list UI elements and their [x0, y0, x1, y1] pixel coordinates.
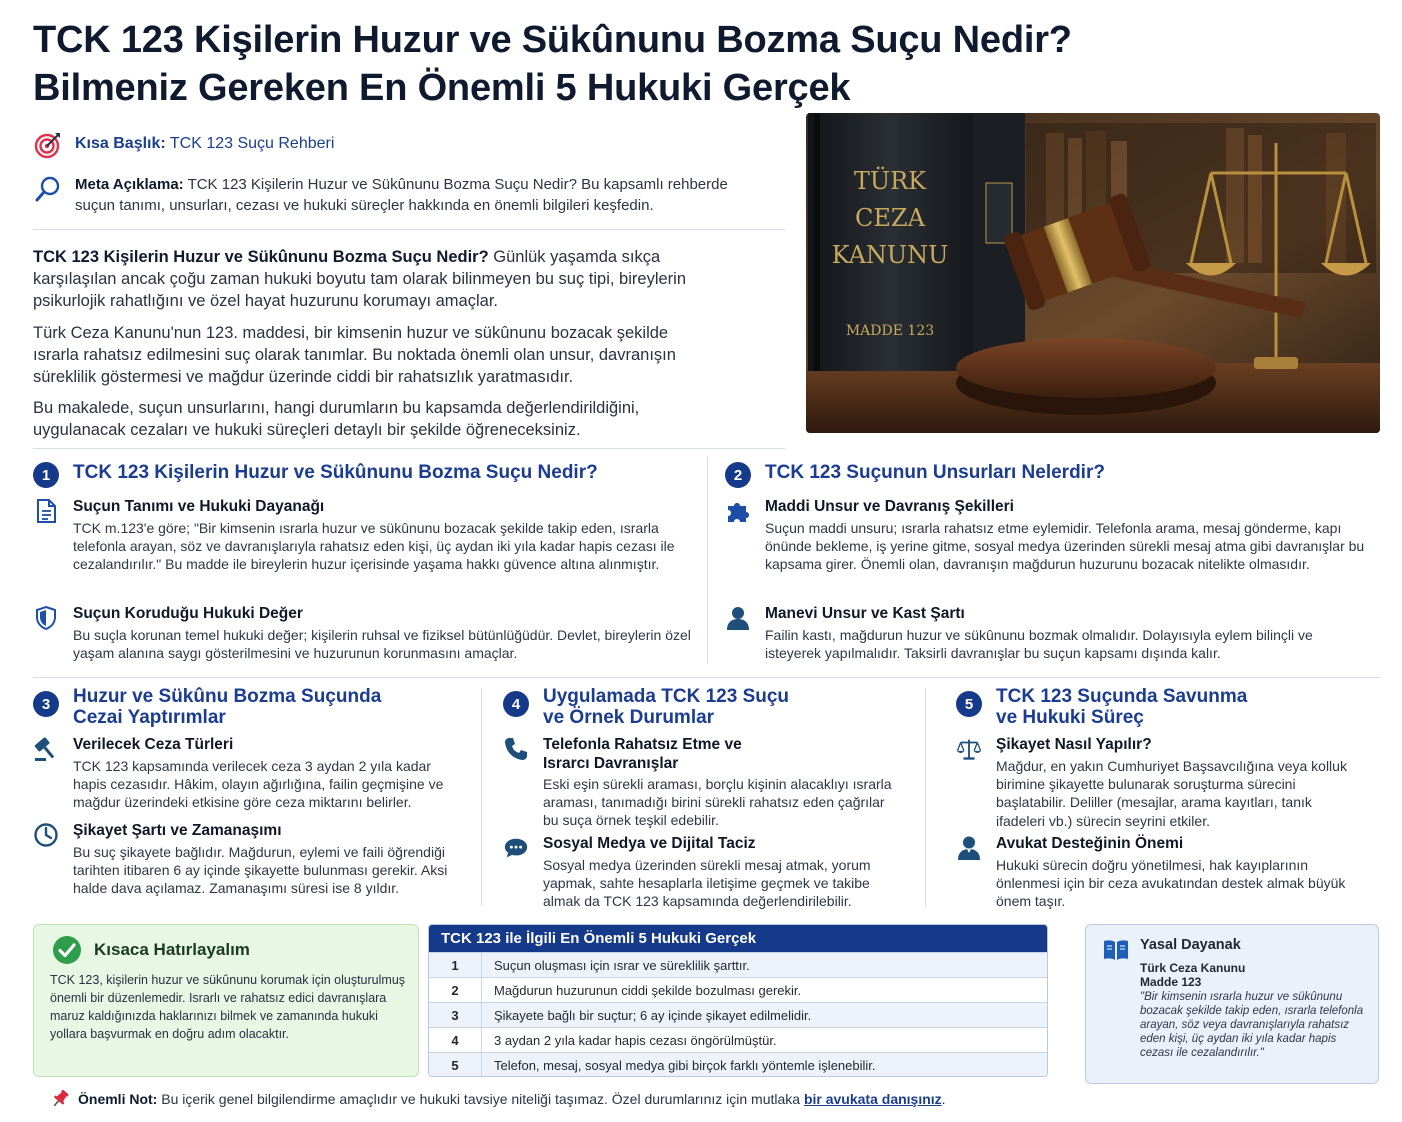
short-title-value: TCK 123 Suçu Rehberi — [169, 135, 335, 152]
item-title: Avukat Desteğinin Önemi — [996, 835, 1184, 852]
section-4-title-line-2: ve Örnek Durumlar — [543, 707, 715, 728]
book-icon — [1102, 937, 1130, 968]
item-title: Sosyal Medya ve Dijital Taciz — [543, 835, 756, 852]
legal-basis-law: Türk Ceza Kanunu Madde 123 — [1140, 961, 1246, 989]
table-row — [429, 1002, 1047, 1027]
row-text: Telefon, mesaj, sosyal medya gibi birçok farklı yöntemle işlenebilir. — [481, 1053, 1047, 1077]
meta-label: Meta Açıklama: — [75, 176, 184, 193]
facts-table — [428, 924, 1048, 1077]
item-title: Maddi Unsur ve Davranış Şekilleri — [765, 498, 1014, 515]
lawyer-icon — [956, 834, 982, 911]
item-text: Hukuki sürecin doğru yönetilmesi, hak kayıplarının önlenmesi için bir ceza avukatından destek almak büyük önem taşır. — [996, 857, 1346, 910]
chat-icon — [503, 834, 529, 911]
section-3-header — [33, 686, 463, 728]
section-number-badge: 2 — [725, 462, 751, 488]
table-row — [429, 977, 1047, 1002]
intro-paragraph-3: Bu makalede, suçun unsurlarını, hangi durumların bu kapsamda değerlendirildiğini, uygulanacak cezaları ve hukuki süreçleri detaylı bir şekilde öğreneceksiniz. — [33, 399, 640, 439]
row-number: 5 — [451, 1057, 459, 1073]
summary-header — [52, 935, 250, 965]
hero-image — [806, 113, 1380, 433]
facts-table-body — [429, 952, 1047, 1077]
intro-lead-rest: Günlük yaşamda sıkça karşılaşılan ancak çoğu zaman hukuki boyutu tam olarak bilinmeyen bu suç tipi, bireylerin psikurlojik rahatlığını ve özel hayat huzurunu korumayı amaçlar. — [33, 248, 686, 310]
section-5-title-line-1: TCK 123 Suçunda Savunma — [996, 686, 1248, 707]
column-divider — [925, 688, 926, 906]
item-text: TCK 123 kapsamında verilecek ceza 3 aydan 2 yıla kadar hapis cezasıdır. Hâkim, olayın ağırlığına, failin geçmişine ve mağdur üzerindeki etkisine göre ceza miktarını belirler. — [73, 758, 444, 811]
section-1-item-2 — [33, 604, 693, 662]
scales-icon — [956, 735, 982, 830]
table-row — [429, 1052, 1047, 1077]
item-title-line-1: Telefonla Rahatsız Etme ve — [543, 736, 742, 753]
note-end: . — [941, 1091, 946, 1107]
row-text: Suçun oluşması için ısrar ve süreklilik şarttır. — [481, 953, 1047, 977]
item-title-line-2: Israrcı Davranışlar — [543, 755, 679, 772]
section-3-title-line-1: Huzur ve Sükûnu Bozma Suçunda — [73, 686, 382, 707]
page-title — [33, 16, 1133, 112]
item-title: Suçun Koruduğu Hukuki Değer — [73, 605, 303, 622]
row-number: 1 — [451, 957, 459, 973]
meta-description-row — [33, 174, 728, 216]
section-2-item-1 — [725, 497, 1365, 574]
legal-basis-title: Yasal Dayanak — [1140, 937, 1241, 953]
legal-basis-quote: "Bir kimsenin ısrarla huzur ve sükûnunu bozacak şekilde takip eden, ısrarla telefonla arayan, söz veya davranışlarıyla rahatsız eden kişi, üç aydan iki yıla kadar hapis cezası ile cezalandırılır." — [1140, 991, 1364, 1059]
summary-title: Kısaca Hatırlayalım — [94, 940, 250, 959]
column-divider — [481, 688, 482, 906]
item-title — [543, 735, 903, 773]
pin-icon — [50, 1089, 70, 1109]
short-title-row — [33, 130, 334, 160]
target-icon — [33, 130, 63, 160]
item-title: Şikayet Nasıl Yapılır? — [996, 736, 1152, 753]
section-4-item-2 — [503, 834, 903, 911]
section-4-title-line-1: Uygulamada TCK 123 Suçu — [543, 686, 790, 707]
section-2-item-2 — [725, 604, 1365, 662]
section-5-header — [956, 686, 1376, 728]
meta-line-2: suçun tanımı, unsurları, cezası ve hukuki süreçler hakkında en önemli bilgileri keşfedin. — [75, 197, 654, 214]
book-title-line-2: CEZA — [855, 204, 925, 232]
phone-icon — [503, 735, 529, 830]
legal-basis-box — [1085, 924, 1379, 1084]
table-row — [429, 952, 1047, 977]
item-text: Eski eşin sürekli araması, borçlu kişinin alacaklıyı ısrarla araması, tanımadığı birini sürekli rahatsız eden çağrılar bu suça örnek teşkil edebilir. — [543, 776, 892, 829]
section-5-item-2 — [956, 834, 1356, 911]
title-line-2: Bilmeniz Gereken En Önemli 5 Hukuki Gerçek — [33, 67, 851, 109]
consult-lawyer-link[interactable]: bir avukata danışınız — [803, 1091, 942, 1107]
divider — [33, 229, 785, 230]
divider — [33, 677, 1380, 678]
column-divider — [707, 457, 708, 664]
important-note — [50, 1089, 946, 1109]
item-title: Şikayet Şartı ve Zamanaşımı — [73, 822, 282, 839]
row-number: 3 — [451, 1007, 459, 1023]
row-number: 2 — [451, 982, 459, 998]
section-3-title-line-2: Cezai Yaptırımlar — [73, 707, 226, 728]
section-4-header — [503, 686, 913, 728]
title-line-1: TCK 123 Kişilerin Huzur ve Sükûnunu Bozma Suçu Nedir? — [33, 19, 1072, 61]
section-2-header — [725, 460, 1375, 488]
shield-icon — [33, 604, 59, 662]
section-1-title: TCK 123 Kişilerin Huzur ve Sükûnunu Bozma Suçu Nedir? — [73, 462, 598, 483]
divider — [33, 448, 785, 449]
item-text: Sosyal medya üzerinden sürekli mesaj atmak, yorum yapmak, sahte hesaplarla iletişime geçmek ve takibe almak da TCK 123 kapsamında değerlendirilebilir. — [543, 857, 871, 910]
section-number-badge: 4 — [503, 691, 529, 717]
short-title-label: Kısa Başlık: — [75, 135, 166, 152]
row-number: 4 — [451, 1032, 459, 1048]
note-label: Önemli Not: — [78, 1091, 158, 1107]
section-number-badge: 3 — [33, 691, 59, 717]
section-3-item-1 — [33, 735, 453, 812]
section-1-header — [33, 460, 693, 488]
item-text: Failin kastı, mağdurun huzur ve sükûnunu bozmak olmalıdır. Dolayısıyla eylem bilinçli ve isteyerek yapılmalıdır. Taksirli davranışlar bu suçun kapsamı dışında kalır. — [765, 627, 1313, 662]
row-text: Şikayete bağlı bir suçtur; 6 ay içinde şikayet edilmelidir. — [481, 1003, 1047, 1027]
section-number-badge: 5 — [956, 691, 982, 717]
row-text: Mağdurun huzurunun ciddi şekilde bozulması gerekir. — [481, 978, 1047, 1002]
item-text: Bu suç şikayete bağlıdır. Mağdurun, eylemi ve faili öğrendiği tarihten itibaren 6 ay içinde şikayette bulunması gerekir. Aksi halde dava açılamaz. Zamanaşımı süresi ise 8 yıldır. — [73, 844, 448, 897]
facts-table-title: TCK 123 ile İlgili En Önemli 5 Hukuki Gerçek — [429, 925, 1047, 952]
row-text: 3 aydan 2 yıla kadar hapis cezası öngörülmüştür. — [481, 1028, 1047, 1052]
puzzle-icon — [725, 497, 751, 574]
gavel-icon — [33, 735, 59, 812]
note-text: Bu içerik genel bilgilendirme amaçlıdır ve hukuki tavsiye niteliği taşımaz. Özel durumlarınız için mutlaka — [157, 1091, 804, 1107]
summary-text: TCK 123, kişilerin huzur ve sükûnunu korumak için oluşturulmuş önemli bir düzenlemedir. Israrlı ve rahatsız edici davranışlara maruz kaldığınızda haklarınızı bilmek ve zamanında hukuki yollara başvurmak en doğru adım olacaktır. — [50, 973, 406, 1041]
meta-line-1: TCK 123 Kişilerin Huzur ve Sükûnunu Bozma Suçu Nedir? Bu kapsamlı rehberde — [187, 176, 728, 193]
clock-icon — [33, 821, 59, 898]
book-title-line-3: KANUNU — [831, 241, 949, 269]
section-1-item-1 — [33, 497, 693, 574]
check-circle-icon — [52, 935, 82, 965]
item-text: Bu suçla korunan temel hukuki değer; kişilerin ruhsal ve fiziksel bütünlüğüdür. Devlet, bireylerin özel yaşam alanına saygı gösterilmesini ve huzurunun korunmasını amaçlar. — [73, 627, 691, 662]
item-text: Mağdur, en yakın Cumhuriyet Başsavcılığına veya kolluk birimine şikayette bulunarak soruşturma sürecini başlatabilir. Deliller (mesajlar, arama kayıtları, tanık ifadeleri vb.) sürecin seyrini etkiler. — [996, 758, 1347, 829]
section-number-badge: 1 — [33, 462, 59, 488]
intro-paragraph-1 — [33, 246, 703, 312]
section-5-title-line-2: ve Hukuki Süreç — [996, 707, 1144, 728]
section-3-item-2 — [33, 821, 453, 898]
search-icon — [33, 174, 63, 204]
item-title: Manevi Unsur ve Kast Şartı — [765, 605, 965, 622]
item-title: Verilecek Ceza Türleri — [73, 736, 234, 753]
section-2-title: TCK 123 Suçunun Unsurları Nelerdir? — [765, 462, 1105, 483]
person-icon — [725, 604, 751, 662]
item-title: Suçun Tanımı ve Hukuki Dayanağı — [73, 498, 325, 515]
section-5-item-1 — [956, 735, 1356, 830]
document-icon — [33, 497, 59, 574]
item-text: TCK m.123'e göre; "Bir kimsenin ısrarla huzur ve sükûnunu bozacak şekilde takip eden, ısrarla telefonla arayan, söz ve davranışlarıyla rahatsız eden kişi, üç aydan iki yıla kadar hapis cezası ile cezalandırılır." Bu madde ile bireylerin huzur içerisinde yaşama hakkı güvence altına alınmıştır. — [73, 520, 675, 573]
item-text: Suçun maddi unsuru; ısrarla rahatsız etme eylemidir. Telefonla arama, mesaj gönderme, kapı önünde bekleme, iş yerine gitme, sosyal medya üzerinden sürekli mesaj atma gibi davranışlar bu kapsama girer. Önemli olan, davranışın mağdurun huzurunu bozacak nitelikte olmasıdır. — [765, 520, 1365, 573]
book-article: MADDE 123 — [845, 323, 935, 339]
intro-lead: TCK 123 Kişilerin Huzur ve Sükûnunu Bozma Suçu Nedir? — [33, 248, 489, 266]
book-title-line-1: TÜRK — [853, 167, 927, 195]
intro-paragraph-2: Türk Ceza Kanunu'nun 123. maddesi, bir kimsenin huzur ve sükûnunu bozacak şekilde ısrarla rahatsız edilmesini suç olarak tanımlar. Bu noktada önemli olan unsur, davranışın süreklilik göstermesi ve mağdur üzerinde ciddi bir rahatsızlık yaratmasıdır. — [33, 324, 676, 386]
section-4-item-1 — [503, 735, 903, 830]
table-row — [429, 1027, 1047, 1052]
summary-box — [33, 924, 419, 1077]
